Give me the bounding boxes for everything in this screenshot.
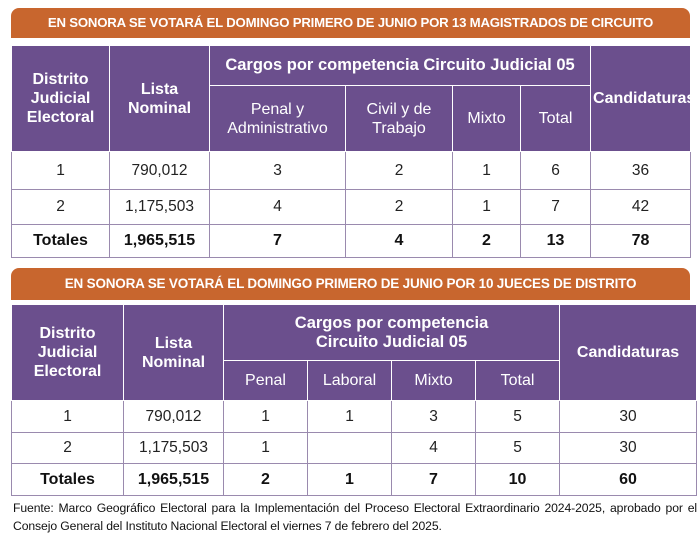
header-total: Total [521, 86, 591, 152]
totals-row [12, 464, 697, 496]
table-row [12, 401, 697, 433]
cell-totales-label: Totales [12, 464, 124, 496]
cell-laboral: 1 [308, 401, 392, 433]
header-lista-nominal: Lista Nominal [124, 305, 224, 401]
cell-mixto: 4 [392, 433, 476, 464]
cell-lista-nominal: 790,012 [124, 401, 224, 433]
header-distrito-judicial: Distrito Judicial Electoral [12, 46, 110, 152]
cell-total: 13 [521, 225, 591, 258]
cell-candidaturas: 60 [560, 464, 697, 496]
table1-magistrados [11, 45, 696, 258]
cell-distrito: 2 [12, 433, 124, 464]
cell-total: 5 [476, 433, 560, 464]
cell-penal-administrativo: 3 [210, 152, 346, 190]
cell-distrito: 2 [12, 190, 110, 225]
cell-penal: 2 [224, 464, 308, 496]
table-row [12, 433, 697, 464]
cell-total: 10 [476, 464, 560, 496]
cell-distrito: 1 [12, 152, 110, 190]
header-civil-trabajo: Civil y de Trabajo [346, 86, 453, 152]
table-row [12, 152, 691, 190]
cell-laboral [308, 433, 392, 464]
cell-mixto: 3 [392, 401, 476, 433]
cell-mixto: 1 [453, 190, 521, 225]
cell-civil-trabajo: 2 [346, 190, 453, 225]
cell-lista-nominal: 1,175,503 [110, 190, 210, 225]
header-penal: Penal [224, 361, 308, 401]
cell-total: 7 [521, 190, 591, 225]
cell-candidaturas: 30 [560, 433, 697, 464]
cell-candidaturas: 78 [591, 225, 691, 258]
source-footnote: Fuente: Marco Geográfico Electoral para la Implementación del Proceso Electoral Extraordinario 2024-2025, aprobado por el Consejo General del Instituto Nacional Electoral el viernes 7 de febrero del 2025. [13, 501, 697, 533]
cell-total: 5 [476, 401, 560, 433]
cell-mixto: 7 [392, 464, 476, 496]
header-penal-administrativo: Penal y Administrativo [210, 86, 346, 152]
cell-civil-trabajo: 4 [346, 225, 453, 258]
header-candidaturas: Candidaturas [591, 46, 691, 152]
cell-penal: 1 [224, 433, 308, 464]
cell-candidaturas: 36 [591, 152, 691, 190]
cell-mixto: 1 [453, 152, 521, 190]
table2-banner: EN SONORA SE VOTARÁ EL DOMINGO PRIMERO DE JUNIO POR 10 JUECES DE DISTRITO [11, 268, 690, 300]
cell-totales-label: Totales [12, 225, 110, 258]
table-row [12, 190, 691, 225]
header-candidaturas: Candidaturas [560, 305, 697, 401]
cell-penal-administrativo: 7 [210, 225, 346, 258]
cell-lista-nominal: 1,965,515 [124, 464, 224, 496]
header-cargos-competencia: Cargos por competencia Circuito Judicial 05 [224, 305, 560, 361]
table2-jueces [11, 304, 697, 496]
totals-row [12, 225, 691, 258]
cell-candidaturas: 30 [560, 401, 697, 433]
cell-distrito: 1 [12, 401, 124, 433]
cell-lista-nominal: 1,965,515 [110, 225, 210, 258]
cell-laboral: 1 [308, 464, 392, 496]
cell-candidaturas: 42 [591, 190, 691, 225]
header-distrito-judicial: Distrito Judicial Electoral [12, 305, 124, 401]
cell-lista-nominal: 790,012 [110, 152, 210, 190]
cell-penal: 1 [224, 401, 308, 433]
header-mixto: Mixto [392, 361, 476, 401]
cell-penal-administrativo: 4 [210, 190, 346, 225]
header-mixto: Mixto [453, 86, 521, 152]
cell-lista-nominal: 1,175,503 [124, 433, 224, 464]
cell-civil-trabajo: 2 [346, 152, 453, 190]
header-laboral: Laboral [308, 361, 392, 401]
cell-mixto: 2 [453, 225, 521, 258]
table1-banner: EN SONORA SE VOTARÁ EL DOMINGO PRIMERO DE JUNIO POR 13 MAGISTRADOS DE CIRCUITO [11, 8, 690, 38]
header-lista-nominal: Lista Nominal [110, 46, 210, 152]
header-total: Total [476, 361, 560, 401]
cell-total: 6 [521, 152, 591, 190]
header-cargos-competencia: Cargos por competencia Circuito Judicial 05 [210, 46, 591, 86]
